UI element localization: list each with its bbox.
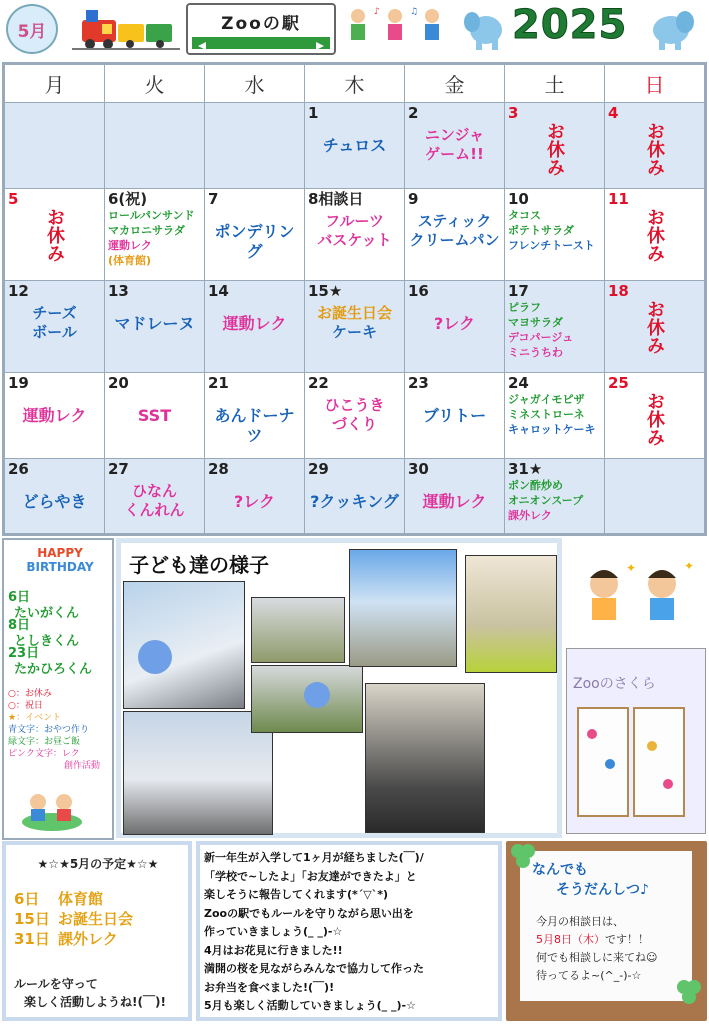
consult-date: 5月8日（木） [536, 933, 605, 946]
news-line: 作っていきましょう(_ _)-☆ [204, 925, 343, 938]
day-number: 26 [8, 459, 29, 478]
elephant-icon [643, 4, 697, 52]
holiday-label: お休み [544, 122, 565, 176]
calendar-cell [405, 373, 505, 459]
consult-line2-suffix: です！！ [605, 933, 649, 946]
weekday-header: 木 [305, 65, 405, 103]
calendar-cell [505, 373, 605, 459]
photo-panel [116, 538, 562, 838]
weekday-header: 金 [405, 65, 505, 103]
calendar-cell [105, 188, 205, 280]
calendar-event: 運動レク [22, 406, 87, 426]
calendar-event: フルーツ [325, 211, 384, 230]
day-number: 6(祝) [108, 189, 148, 208]
calendar-event: ゲーム!! [425, 145, 484, 163]
station-bar [192, 37, 330, 49]
calendar-event: ブリトー [422, 406, 487, 426]
day-number: 2 [408, 104, 419, 122]
calendar-cell [105, 458, 205, 533]
consult-title-line2: そうだんしつ♪ [556, 882, 649, 898]
calendar-cell [5, 373, 105, 459]
photo-cooking-boy [365, 683, 485, 833]
photo-picnic-group [251, 665, 363, 733]
calendar-event: フレンチトースト [508, 238, 595, 252]
calendar-cell [5, 188, 105, 280]
calendar-event: づくり [331, 415, 377, 434]
legend-item: ★：イベント [8, 713, 62, 723]
calendar-event: (体育館) [108, 253, 152, 267]
news-line: お弁当を食べました!(￣)! [204, 980, 335, 994]
day-number: 12 [8, 281, 29, 300]
news-line: 楽しそうに報告してくれます(*´▽`*) [204, 888, 389, 901]
calendar-cell [605, 188, 705, 280]
news-box [196, 841, 502, 1021]
calendar-cell [505, 458, 605, 533]
birthday-date: 6日 [8, 590, 31, 605]
calendar-cell [505, 103, 605, 189]
plan-item [14, 889, 186, 909]
photo-cherry-blossom-child [123, 581, 245, 709]
calendar-event: SST [137, 406, 172, 426]
day-number: 13 [108, 281, 129, 300]
day-number: 17 [508, 281, 529, 300]
calendar-event: スティック [417, 211, 492, 230]
sakura-board-photo [566, 648, 706, 834]
calendar-event: ポン酢炒め [508, 478, 563, 492]
consult-line1: 今月の相談日は、 [536, 915, 624, 928]
calendar-event: バスケット [317, 230, 392, 249]
weekday-header: 月 [5, 65, 105, 103]
calendar-event: 運動レク [422, 491, 487, 511]
legend-item: 緑文字：お昼ご飯 [8, 737, 81, 747]
calendar-cell [305, 458, 405, 533]
calendar-event: お誕生日会 [316, 303, 392, 322]
cheering-kids-icon [568, 556, 702, 630]
plan-title: ★☆★5月の予定★☆★ [37, 857, 159, 871]
plan-date: 15日 [14, 910, 50, 928]
calendar-cell [305, 103, 405, 189]
day-number: 29 [308, 459, 329, 478]
plan-footer-line1: ルールを守って [14, 977, 98, 991]
calendar-cell [305, 188, 405, 280]
arrow-icon [192, 40, 330, 52]
day-number: 10 [508, 189, 529, 208]
calendar-cell [605, 373, 705, 459]
day-number: 7 [208, 189, 219, 208]
calendar-event: チュロス [322, 136, 387, 155]
birthday-date: 8日 [8, 618, 31, 633]
birthday-name: たいがくん [14, 606, 80, 621]
calendar-cell [205, 188, 305, 280]
birthday-title [12, 546, 108, 574]
legend-item: ○：祝日 [8, 701, 43, 711]
holiday-label: お休み [644, 299, 665, 354]
calendar-event: ケーキ [331, 322, 377, 341]
photo-castle-walk [349, 549, 457, 667]
news-line: Zooの駅でもルールを守りながら思い出を [204, 906, 414, 920]
holiday-label: お休み [644, 207, 665, 262]
consult-notice [520, 851, 692, 1001]
legend-item: 青文字：おやつ作り [8, 725, 90, 735]
holiday-label: お休み [644, 392, 665, 447]
calendar-event: オニオンスープ [508, 493, 584, 507]
calendar-event: 運動レク [108, 238, 152, 252]
svg-text:♪: ♪ [374, 7, 380, 17]
calendar-cell [105, 103, 205, 189]
calendar-event: クリームパン [409, 230, 500, 249]
svg-text:✦: ✦ [684, 559, 695, 573]
calendar-event: ジャガイモピザ [508, 393, 585, 407]
calendar-event: マヨサラダ [508, 315, 563, 329]
header [0, 0, 709, 58]
calendar-event: ?クッキング [310, 491, 399, 511]
day-number: 24 [508, 374, 529, 393]
calendar-event: ミネストローネ [508, 408, 585, 422]
day-number: 22 [308, 374, 329, 393]
calendar-event: マドレーヌ [114, 313, 195, 333]
weekday-header: 土 [505, 65, 605, 103]
calendar-event: ロールパンサンド [108, 208, 195, 222]
day-number: 16 [408, 281, 429, 300]
photo-picnic [251, 597, 345, 663]
day-number: 31★ [508, 459, 543, 478]
calendar-cell [105, 373, 205, 459]
day-number: 11 [608, 189, 629, 208]
calendar-event: あんドーナツ [214, 406, 295, 446]
news-line: 「学校で~したよ」「お友達ができたよ」と [204, 869, 417, 883]
carp-streamer-icon [18, 788, 84, 836]
weekday-header: 火 [105, 65, 205, 103]
birthday-date: 23日 [8, 646, 40, 661]
birthday-title-line2: BIRTHDAY [26, 560, 94, 574]
birthday-title-line1: HAPPY [37, 546, 83, 560]
news-line: 4月はお花見に行きました!! [204, 943, 343, 957]
day-number: 14 [208, 281, 229, 300]
calendar-event: 運動レク [222, 313, 287, 333]
consult-title-line1: なんでも [532, 862, 588, 878]
calendar-event: ピラフ [508, 300, 541, 314]
holiday-label: お休み [644, 122, 665, 176]
birthday-panel [2, 538, 114, 840]
day-number: 28 [208, 459, 229, 478]
weekday-header: 水 [205, 65, 305, 103]
calendar-cell [305, 280, 405, 372]
station-name: Zooの駅 [221, 14, 301, 34]
day-number: 19 [8, 374, 29, 393]
calendar-event: ニンジャ [424, 126, 485, 144]
day-number: 5 [8, 189, 19, 208]
calendar-cell [5, 103, 105, 189]
calendar-cell [405, 188, 505, 280]
svg-text:♫: ♫ [410, 7, 419, 17]
calendar-event: ポンデリング [214, 221, 295, 261]
photo-cleaning [465, 555, 557, 673]
news-line: 5月も楽しく活動していきましょう(_ _)-☆ [204, 999, 416, 1012]
month-badge: 5月 [6, 4, 58, 54]
calendar-event: ?レク [234, 491, 275, 511]
clover-icon [674, 977, 704, 1017]
calendar-cell [5, 458, 105, 533]
calendar-cell [505, 188, 605, 280]
day-number: 9 [408, 189, 419, 208]
monthly-plan-box [2, 841, 192, 1021]
calendar-cell [205, 280, 305, 372]
holiday-label: お休み [44, 207, 65, 262]
train-icon [72, 6, 180, 50]
plan-item [14, 929, 186, 949]
day-number: 3 [508, 104, 519, 122]
calendar-event: ひなん [131, 481, 177, 500]
calendar-event: チーズ [32, 303, 77, 322]
consult-line4: 待ってるよ~(^_-)-☆ [536, 969, 642, 982]
calendar [2, 62, 707, 536]
legend-item: 創作活動 [64, 761, 101, 771]
consult-board [506, 841, 707, 1021]
day-number: 30 [408, 459, 429, 478]
day-number: 21 [208, 374, 229, 393]
consult-line3: 何でも相談しに来てね☺ [536, 951, 658, 964]
weekday-header: 日 [605, 65, 705, 103]
calendar-cell [205, 458, 305, 533]
calendar-event: マカロニサラダ [108, 223, 185, 237]
day-number: 8相談日 [308, 189, 364, 208]
plan-item [14, 909, 186, 929]
day-number: 25 [608, 374, 629, 393]
plan-text: お誕生日会 [58, 910, 134, 928]
calendar-event: 課外レク [508, 508, 552, 522]
calendar-cell [605, 280, 705, 372]
news-line: 新一年生が入学して1ヶ月が経ちました(￣)/ [204, 851, 424, 864]
plan-date: 31日 [14, 930, 50, 948]
calendar-cell [205, 103, 305, 189]
calendar-event: ミニうちわ [508, 345, 563, 359]
calendar-cell [605, 103, 705, 189]
calendar-event: ボール [32, 322, 77, 341]
birthday-name: たかひろくん [14, 662, 93, 677]
calendar-cell [605, 458, 705, 533]
station-sign [186, 3, 336, 55]
calendar-event: どらやき [22, 491, 87, 511]
dancing-kids-icon [340, 4, 450, 54]
birthday-name: としきくん [14, 634, 80, 649]
plan-date: 6日 [14, 890, 40, 908]
legend-item: ○：お休み [8, 689, 52, 699]
elephant-icon [462, 4, 508, 52]
plan-text: 体育館 [58, 890, 104, 908]
calendar-cell [105, 280, 205, 372]
day-number: 4 [608, 104, 619, 122]
calendar-event: デコパージュ [508, 330, 574, 344]
year-title: 2025 [512, 2, 628, 48]
plan-footer-line2: 楽しく活動しようね!(￣)! [24, 995, 166, 1009]
calendar-event: タコス [508, 208, 541, 222]
calendar-cell [305, 373, 405, 459]
birthday-entry [8, 646, 92, 678]
news-line: 満開の桜を見ながらみんなで協力して作った [204, 962, 424, 975]
legend-item: ピンク文字：レク [8, 749, 80, 759]
day-number: 18 [608, 281, 629, 300]
day-number: 20 [108, 374, 129, 393]
calendar-cell [405, 103, 505, 189]
calendar-cell [505, 280, 605, 372]
calendar-cell [205, 373, 305, 459]
svg-text:✦: ✦ [626, 561, 637, 575]
calendar-cell [405, 280, 505, 372]
day-number: 27 [108, 459, 129, 478]
plan-text: 課外レク [58, 930, 118, 948]
calendar-event: キャロットケーキ [508, 423, 596, 437]
calendar-cell [5, 280, 105, 372]
clover-icon [508, 841, 538, 881]
photo-panel-title: 子ども達の様子 [129, 553, 269, 577]
calendar-event: ポテトサラダ [508, 223, 574, 237]
day-number: 23 [408, 374, 429, 393]
calendar-event: くんれん [124, 500, 185, 519]
sakura-board-title: Zooのさくら [573, 676, 656, 692]
calendar-event: ひこうき [324, 396, 385, 415]
calendar-cell [405, 458, 505, 533]
calendar-event: ?レク [434, 313, 475, 333]
day-number: 15★ [308, 281, 343, 300]
day-number: 1 [308, 104, 319, 122]
